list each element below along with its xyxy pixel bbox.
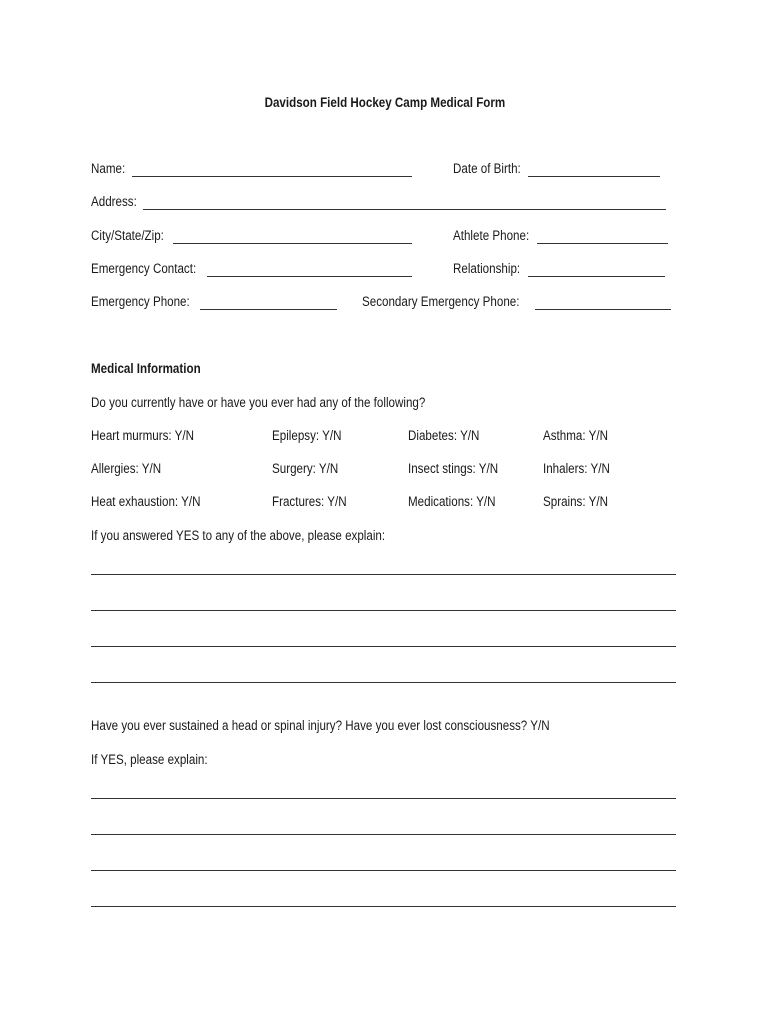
head-injury-line-2[interactable] [91, 834, 676, 835]
athlete-phone-label: Athlete Phone: [453, 228, 530, 243]
dob-field[interactable] [528, 176, 660, 177]
explain-prompt: If you answered YES to any of the above, please explain: [91, 528, 386, 543]
name-label: Name: [91, 161, 126, 176]
condition-fractures: Fractures: Y/N [272, 494, 347, 509]
dob-label: Date of Birth: [453, 161, 521, 176]
head-injury-line-3[interactable] [91, 870, 676, 871]
emergency-phone-label: Emergency Phone: [91, 294, 190, 309]
explain-line-1[interactable] [91, 574, 676, 575]
explain-line-4[interactable] [91, 682, 676, 683]
condition-asthma: Asthma: Y/N [543, 428, 608, 443]
name-field[interactable] [132, 176, 412, 177]
condition-heart-murmurs: Heart murmurs: Y/N [91, 428, 195, 443]
relationship-field[interactable] [528, 276, 665, 277]
secondary-phone-field[interactable] [535, 309, 671, 310]
head-injury-line-1[interactable] [91, 798, 676, 799]
condition-medications: Medications: Y/N [408, 494, 496, 509]
emergency-contact-field[interactable] [207, 276, 412, 277]
emergency-phone-field[interactable] [200, 309, 337, 310]
secondary-phone-label: Secondary Emergency Phone: [362, 294, 520, 309]
relationship-label: Relationship: [453, 261, 521, 276]
condition-epilepsy: Epilepsy: Y/N [272, 428, 342, 443]
explain-line-2[interactable] [91, 610, 676, 611]
address-field[interactable] [143, 209, 666, 210]
condition-inhalers: Inhalers: Y/N [543, 461, 610, 476]
condition-diabetes: Diabetes: Y/N [408, 428, 480, 443]
condition-sprains: Sprains: Y/N [543, 494, 608, 509]
head-injury-question: Have you ever sustained a head or spinal injury? Have you ever lost consciousness? Y/N [91, 718, 550, 733]
address-label: Address: [91, 194, 137, 209]
condition-surgery: Surgery: Y/N [272, 461, 339, 476]
medical-question: Do you currently have or have you ever had any of the following? [91, 395, 426, 410]
form-title: Davidson Field Hockey Camp Medical Form [264, 95, 506, 110]
condition-allergies: Allergies: Y/N [91, 461, 162, 476]
head-injury-line-4[interactable] [91, 906, 676, 907]
explain-line-3[interactable] [91, 646, 676, 647]
condition-heat-exhaustion: Heat exhaustion: Y/N [91, 494, 201, 509]
condition-insect-stings: Insect stings: Y/N [408, 461, 499, 476]
emergency-contact-label: Emergency Contact: [91, 261, 197, 276]
city-field[interactable] [173, 243, 412, 244]
athlete-phone-field[interactable] [537, 243, 668, 244]
head-injury-explain-prompt: If YES, please explain: [91, 752, 208, 767]
city-label: City/State/Zip: [91, 228, 164, 243]
medical-heading: Medical Information [91, 361, 201, 376]
